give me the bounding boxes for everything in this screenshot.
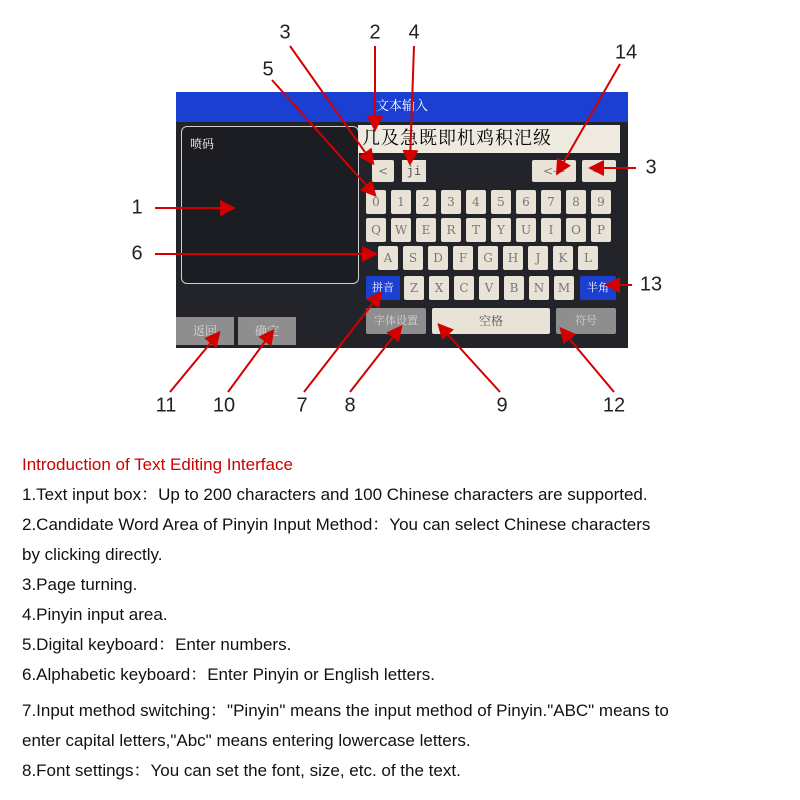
callout-number-2: 2 <box>369 21 381 44</box>
letter-key-n[interactable]: N <box>529 276 549 300</box>
arrow-4 <box>410 46 414 162</box>
introduction-title: Introduction of Text Editing Interface <box>22 455 293 474</box>
digit-key-7[interactable]: 7 <box>541 190 561 214</box>
callout-number-1: 1 <box>131 196 143 219</box>
letter-key-o[interactable]: O <box>566 218 586 242</box>
callout-number-5: 5 <box>262 58 274 81</box>
intro-item-7-cont: enter capital letters,"Abc" means entering lowercase letters. <box>22 731 471 750</box>
arrow-10 <box>228 332 272 392</box>
letter-key-x[interactable]: X <box>429 276 449 300</box>
screen-title: 文本输入 <box>176 92 628 122</box>
page-prev-button[interactable]: < <box>372 160 394 182</box>
arrow-12 <box>562 330 614 392</box>
digit-key-3[interactable]: 3 <box>441 190 461 214</box>
callout-number-8: 8 <box>344 394 356 417</box>
intro-item-3: 3.Page turning. <box>22 575 138 594</box>
digit-key-5[interactable]: 5 <box>491 190 511 214</box>
intro-item-1: 1.Text input box：Up to 200 characters and 100 Chinese characters are supported. <box>22 485 648 504</box>
digit-key-8[interactable]: 8 <box>566 190 586 214</box>
confirm-button[interactable]: 确定 <box>238 317 296 345</box>
text-input-content: 喷码 <box>190 137 215 151</box>
introduction-section <box>22 450 792 786</box>
symbols-button[interactable]: 符号 <box>556 308 616 334</box>
letter-key-d[interactable]: D <box>428 246 448 270</box>
letter-key-l[interactable]: L <box>578 246 598 270</box>
digit-key-0[interactable]: 0 <box>366 190 386 214</box>
intro-item-5: 5.Digital keyboard：Enter numbers. <box>22 635 292 654</box>
callout-number-12: 12 <box>602 394 626 417</box>
arrow-5 <box>272 80 374 194</box>
letter-key-v[interactable]: V <box>479 276 499 300</box>
letter-key-g[interactable]: G <box>478 246 498 270</box>
letter-key-q[interactable]: Q <box>366 218 386 242</box>
candidate-word-area[interactable]: 几及急既即机鸡积汜级 <box>358 125 620 153</box>
digit-key-4[interactable]: 4 <box>466 190 486 214</box>
letter-key-p[interactable]: P <box>591 218 611 242</box>
callout-number-14: 14 <box>614 41 638 64</box>
callout-number-4: 4 <box>408 21 420 44</box>
callout-number-13: 13 <box>639 273 663 296</box>
back-button[interactable]: 返回 <box>176 317 234 345</box>
arrow-11 <box>170 334 218 392</box>
letter-key-w[interactable]: W <box>391 218 411 242</box>
letter-key-c[interactable]: C <box>454 276 474 300</box>
letter-key-a[interactable]: A <box>378 246 398 270</box>
font-settings-button[interactable]: 字体设置 <box>366 308 426 334</box>
callout-number-9: 9 <box>496 394 508 417</box>
input-method-switch-button[interactable]: 拼音 <box>366 276 400 300</box>
letter-key-r[interactable]: R <box>441 218 461 242</box>
letter-key-i[interactable]: I <box>541 218 561 242</box>
intro-item-6: 6.Alphabetic keyboard：Enter Pinyin or English letters. <box>22 665 435 684</box>
arrow-8 <box>350 328 400 392</box>
callout-number-6: 6 <box>131 242 143 265</box>
intro-item-8: 8.Font settings：You can set the font, size, etc. of the text. <box>22 761 461 780</box>
letter-key-m[interactable]: M <box>554 276 574 300</box>
arrow-14 <box>558 64 620 172</box>
callout-number-10: 10 <box>212 394 236 417</box>
intro-item-4: 4.Pinyin input area. <box>22 605 168 624</box>
letter-key-y[interactable]: Y <box>491 218 511 242</box>
digit-key-9[interactable]: 9 <box>591 190 611 214</box>
letter-key-j[interactable]: J <box>528 246 548 270</box>
letter-key-b[interactable]: B <box>504 276 524 300</box>
digit-key-2[interactable]: 2 <box>416 190 436 214</box>
letter-key-e[interactable]: E <box>416 218 436 242</box>
intro-item-7: 7.Input method switching："Pinyin" means the input method of Pinyin."ABC" means to <box>22 701 669 720</box>
letter-key-s[interactable]: S <box>403 246 423 270</box>
callout-number-11: 11 <box>155 394 177 417</box>
letter-key-k[interactable]: K <box>553 246 573 270</box>
half-width-button[interactable]: 半角 <box>580 276 616 300</box>
letter-key-u[interactable]: U <box>516 218 536 242</box>
intro-item-2-cont: by clicking directly. <box>22 545 163 564</box>
letter-key-z[interactable]: Z <box>404 276 424 300</box>
page-next-button[interactable]: — <box>582 160 616 182</box>
letter-key-t[interactable]: T <box>466 218 486 242</box>
arrow-9 <box>440 326 500 392</box>
letter-key-f[interactable]: F <box>453 246 473 270</box>
backspace-button[interactable]: <— <box>532 160 576 182</box>
pinyin-input-area[interactable]: ji <box>402 160 426 182</box>
digit-key-6[interactable]: 6 <box>516 190 536 214</box>
letter-key-h[interactable]: H <box>503 246 523 270</box>
arrow-7 <box>304 294 380 392</box>
callout-number-3-top: 3 <box>279 21 291 44</box>
digit-key-1[interactable]: 1 <box>391 190 411 214</box>
callout-number-3-right: 3 <box>645 156 657 179</box>
callout-number-7: 7 <box>296 394 308 417</box>
space-button[interactable]: 空格 <box>432 308 550 334</box>
intro-item-2: 2.Candidate Word Area of Pinyin Input Method：You can select Chinese characters <box>22 515 651 534</box>
